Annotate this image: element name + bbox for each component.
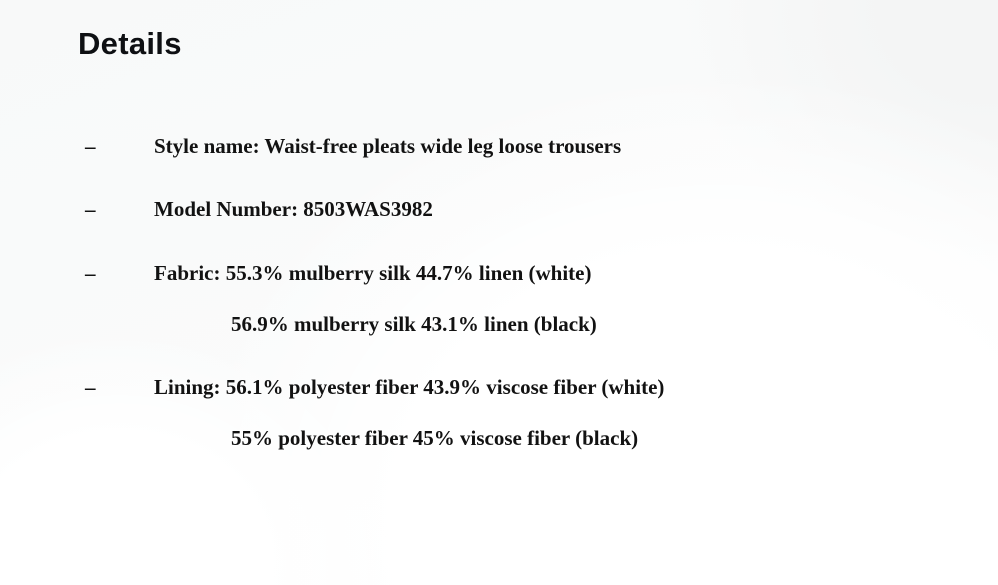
dash-bullet: – [85, 134, 96, 158]
detail-item-fabric-continuation [0, 311, 998, 339]
detail-item-lining-continuation [0, 425, 998, 453]
detail-item-text: Style name: Waist-free pleats wide leg loose trousers [154, 134, 622, 158]
dash-bullet: – [85, 197, 96, 221]
dash-bullet: – [85, 261, 96, 285]
detail-item-text: Model Number: 8503WAS3982 [154, 197, 433, 221]
detail-item-lining [0, 374, 998, 402]
detail-item-fabric [0, 260, 998, 288]
detail-item-subtext: 55% polyester fiber 45% viscose fiber (black) [231, 426, 639, 450]
detail-item-text: Lining: 56.1% polyester fiber 43.9% viscose fiber (white) [154, 375, 665, 399]
page-title: Details [78, 26, 182, 61]
detail-item-subtext: 56.9% mulberry silk 43.1% linen (black) [231, 312, 597, 336]
detail-item-model-number [0, 196, 998, 224]
dash-bullet: – [85, 375, 96, 399]
detail-item-style-name [0, 133, 998, 161]
detail-item-text: Fabric: 55.3% mulberry silk 44.7% linen (white) [154, 261, 592, 285]
